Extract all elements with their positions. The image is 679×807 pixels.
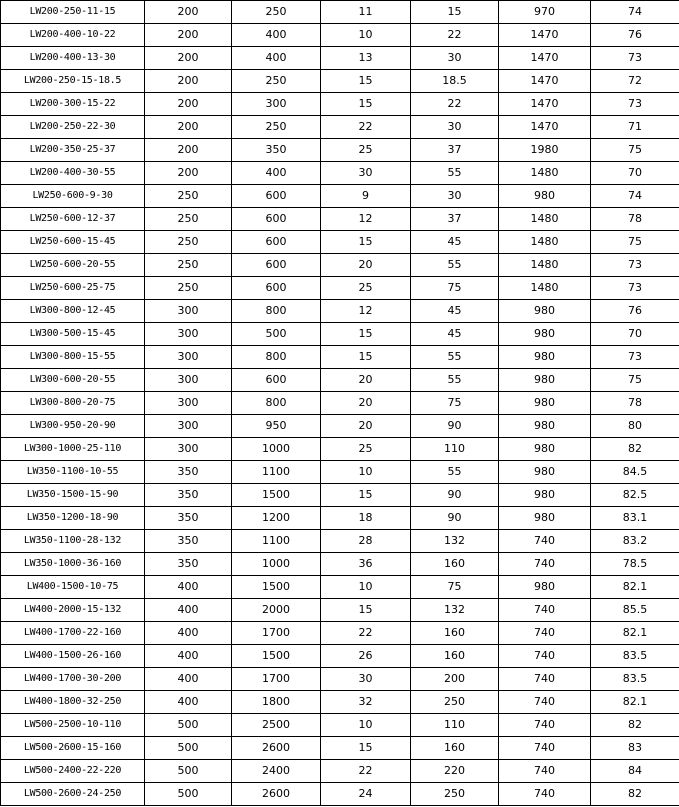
- table-row: [1, 116, 679, 139]
- table-row: [1, 415, 679, 438]
- table-cell: 70: [591, 323, 679, 346]
- table-cell: 10: [321, 24, 411, 47]
- table-row: [1, 24, 679, 47]
- table-cell: 37: [411, 139, 499, 162]
- table-cell: 73: [591, 47, 679, 70]
- table-cell: 83.2: [591, 530, 679, 553]
- model-cell: LW300-800-12-45: [1, 300, 145, 323]
- table-cell: 110: [411, 714, 499, 737]
- table-cell: 2600: [232, 783, 321, 806]
- table-cell: 600: [232, 369, 321, 392]
- table-cell: 980: [499, 185, 591, 208]
- model-cell: LW200-300-15-22: [1, 93, 145, 116]
- table-cell: 30: [321, 668, 411, 691]
- table-cell: 980: [499, 461, 591, 484]
- table-cell: 740: [499, 645, 591, 668]
- table-cell: 15: [321, 484, 411, 507]
- table-cell: 30: [411, 116, 499, 139]
- table-cell: 75: [591, 231, 679, 254]
- table-cell: 400: [145, 691, 232, 714]
- table-cell: 75: [411, 576, 499, 599]
- model-cell: LW250-600-9-30: [1, 185, 145, 208]
- table-cell: 980: [499, 392, 591, 415]
- table-row: [1, 277, 679, 300]
- table-row: [1, 93, 679, 116]
- table-cell: 200: [145, 1, 232, 24]
- table-cell: 76: [591, 24, 679, 47]
- table-cell: 1700: [232, 622, 321, 645]
- table-cell: 22: [411, 93, 499, 116]
- table-row: [1, 507, 679, 530]
- table-cell: 1500: [232, 576, 321, 599]
- table-row: [1, 1, 679, 24]
- table-cell: 15: [321, 323, 411, 346]
- table-cell: 500: [145, 760, 232, 783]
- table-cell: 76: [591, 300, 679, 323]
- table-cell: 250: [411, 783, 499, 806]
- table-row: [1, 346, 679, 369]
- table-cell: 20: [321, 392, 411, 415]
- table-cell: 740: [499, 714, 591, 737]
- table-cell: 71: [591, 116, 679, 139]
- model-cell: LW300-600-20-55: [1, 369, 145, 392]
- model-cell: LW300-800-20-75: [1, 392, 145, 415]
- table-cell: 75: [411, 392, 499, 415]
- table-cell: 45: [411, 231, 499, 254]
- table-row: [1, 392, 679, 415]
- table-cell: 11: [321, 1, 411, 24]
- model-cell: LW300-500-15-45: [1, 323, 145, 346]
- table-cell: 1470: [499, 93, 591, 116]
- table-cell: 350: [145, 484, 232, 507]
- table-cell: 160: [411, 645, 499, 668]
- table-cell: 82.5: [591, 484, 679, 507]
- table-cell: 350: [145, 461, 232, 484]
- table-cell: 200: [145, 139, 232, 162]
- table-cell: 980: [499, 484, 591, 507]
- table-cell: 400: [145, 599, 232, 622]
- model-cell: LW350-1500-15-90: [1, 484, 145, 507]
- model-cell: LW200-400-30-55: [1, 162, 145, 185]
- table-row: [1, 139, 679, 162]
- table-cell: 500: [232, 323, 321, 346]
- table-row: [1, 530, 679, 553]
- table-cell: 1470: [499, 24, 591, 47]
- model-cell: LW200-350-25-37: [1, 139, 145, 162]
- table-cell: 82.1: [591, 576, 679, 599]
- table-cell: 2500: [232, 714, 321, 737]
- table-cell: 82.1: [591, 622, 679, 645]
- table-cell: 200: [145, 24, 232, 47]
- table-cell: 200: [145, 93, 232, 116]
- model-cell: LW250-600-20-55: [1, 254, 145, 277]
- table-row: [1, 576, 679, 599]
- table-cell: 36: [321, 553, 411, 576]
- table-cell: 300: [232, 93, 321, 116]
- model-cell: LW400-1800-32-250: [1, 691, 145, 714]
- table-cell: 400: [145, 576, 232, 599]
- table-cell: 30: [411, 185, 499, 208]
- table-cell: 55: [411, 254, 499, 277]
- model-cell: LW400-1700-30-200: [1, 668, 145, 691]
- table-cell: 200: [145, 70, 232, 93]
- model-cell: LW500-2600-24-250: [1, 783, 145, 806]
- table-cell: 25: [321, 139, 411, 162]
- model-cell: LW350-1000-36-160: [1, 553, 145, 576]
- table-cell: 22: [321, 760, 411, 783]
- table-cell: 200: [145, 47, 232, 70]
- table-cell: 500: [145, 783, 232, 806]
- table-cell: 15: [321, 346, 411, 369]
- table-cell: 28: [321, 530, 411, 553]
- model-cell: LW200-400-10-22: [1, 24, 145, 47]
- table-cell: 800: [232, 300, 321, 323]
- table-cell: 55: [411, 461, 499, 484]
- table-cell: 132: [411, 530, 499, 553]
- table-cell: 12: [321, 300, 411, 323]
- table-cell: 15: [321, 93, 411, 116]
- table-cell: 70: [591, 162, 679, 185]
- table-cell: 400: [145, 668, 232, 691]
- model-cell: LW500-2600-15-160: [1, 737, 145, 760]
- table-cell: 1200: [232, 507, 321, 530]
- table-cell: 15: [321, 737, 411, 760]
- table-cell: 78: [591, 392, 679, 415]
- table-cell: 250: [145, 254, 232, 277]
- model-cell: LW250-600-12-37: [1, 208, 145, 231]
- table-cell: 110: [411, 438, 499, 461]
- table-cell: 980: [499, 323, 591, 346]
- table-cell: 200: [145, 116, 232, 139]
- table-cell: 9: [321, 185, 411, 208]
- model-cell: LW350-1100-10-55: [1, 461, 145, 484]
- table-cell: 45: [411, 300, 499, 323]
- table-row: [1, 737, 679, 760]
- table-cell: 30: [321, 162, 411, 185]
- model-cell: LW300-1000-25-110: [1, 438, 145, 461]
- table-cell: 350: [145, 530, 232, 553]
- table-cell: 400: [232, 24, 321, 47]
- table-row: [1, 323, 679, 346]
- table-cell: 400: [145, 622, 232, 645]
- table-cell: 84: [591, 760, 679, 783]
- table-cell: 1480: [499, 277, 591, 300]
- table-cell: 600: [232, 231, 321, 254]
- table-cell: 73: [591, 93, 679, 116]
- table-cell: 132: [411, 599, 499, 622]
- table-cell: 740: [499, 691, 591, 714]
- model-cell: LW300-950-20-90: [1, 415, 145, 438]
- table-cell: 950: [232, 415, 321, 438]
- table-cell: 1480: [499, 254, 591, 277]
- table-cell: 300: [145, 323, 232, 346]
- table-cell: 300: [145, 415, 232, 438]
- model-cell: LW500-2500-10-110: [1, 714, 145, 737]
- model-cell: LW400-1500-26-160: [1, 645, 145, 668]
- table-cell: 82: [591, 714, 679, 737]
- model-cell: LW350-1200-18-90: [1, 507, 145, 530]
- table-cell: 970: [499, 1, 591, 24]
- table-cell: 20: [321, 415, 411, 438]
- table-row: [1, 599, 679, 622]
- table-cell: 1470: [499, 116, 591, 139]
- table-cell: 12: [321, 208, 411, 231]
- table-cell: 22: [321, 622, 411, 645]
- table-cell: 24: [321, 783, 411, 806]
- table-cell: 400: [232, 162, 321, 185]
- table-cell: 45: [411, 323, 499, 346]
- table-cell: 2000: [232, 599, 321, 622]
- table-cell: 300: [145, 369, 232, 392]
- pump-spec-table-body: [1, 1, 679, 806]
- table-row: [1, 185, 679, 208]
- table-cell: 740: [499, 599, 591, 622]
- table-cell: 25: [321, 438, 411, 461]
- model-cell: LW350-1100-28-132: [1, 530, 145, 553]
- table-cell: 250: [145, 208, 232, 231]
- table-row: [1, 70, 679, 93]
- table-cell: 200: [411, 668, 499, 691]
- table-cell: 800: [232, 346, 321, 369]
- table-row: [1, 208, 679, 231]
- table-cell: 26: [321, 645, 411, 668]
- table-cell: 220: [411, 760, 499, 783]
- table-cell: 1700: [232, 668, 321, 691]
- table-cell: 10: [321, 714, 411, 737]
- table-cell: 600: [232, 208, 321, 231]
- table-cell: 30: [411, 47, 499, 70]
- table-cell: 73: [591, 277, 679, 300]
- table-row: [1, 438, 679, 461]
- table-cell: 400: [232, 47, 321, 70]
- table-cell: 78: [591, 208, 679, 231]
- table-row: [1, 47, 679, 70]
- table-cell: 1980: [499, 139, 591, 162]
- table-cell: 980: [499, 415, 591, 438]
- table-cell: 55: [411, 369, 499, 392]
- table-cell: 1100: [232, 530, 321, 553]
- table-cell: 980: [499, 438, 591, 461]
- table-cell: 740: [499, 737, 591, 760]
- table-cell: 980: [499, 507, 591, 530]
- table-cell: 300: [145, 300, 232, 323]
- table-cell: 350: [145, 553, 232, 576]
- table-cell: 160: [411, 737, 499, 760]
- table-cell: 250: [232, 116, 321, 139]
- model-cell: LW400-1700-22-160: [1, 622, 145, 645]
- table-cell: 1800: [232, 691, 321, 714]
- table-cell: 1000: [232, 438, 321, 461]
- model-cell: LW250-600-15-45: [1, 231, 145, 254]
- table-cell: 500: [145, 737, 232, 760]
- table-cell: 73: [591, 254, 679, 277]
- table-cell: 15: [411, 1, 499, 24]
- table-cell: 90: [411, 484, 499, 507]
- table-cell: 10: [321, 461, 411, 484]
- table-cell: 1470: [499, 47, 591, 70]
- model-cell: LW250-600-25-75: [1, 277, 145, 300]
- table-cell: 25: [321, 277, 411, 300]
- model-cell: LW400-2000-15-132: [1, 599, 145, 622]
- table-cell: 1480: [499, 208, 591, 231]
- table-cell: 740: [499, 760, 591, 783]
- table-cell: 740: [499, 530, 591, 553]
- table-cell: 73: [591, 346, 679, 369]
- table-cell: 980: [499, 300, 591, 323]
- table-cell: 20: [321, 369, 411, 392]
- table-cell: 600: [232, 254, 321, 277]
- table-cell: 740: [499, 668, 591, 691]
- table-row: [1, 691, 679, 714]
- table-row: [1, 484, 679, 507]
- table-cell: 250: [145, 231, 232, 254]
- table-cell: 83.5: [591, 668, 679, 691]
- table-cell: 83: [591, 737, 679, 760]
- model-cell: LW200-250-11-15: [1, 1, 145, 24]
- table-cell: 15: [321, 231, 411, 254]
- table-cell: 83.1: [591, 507, 679, 530]
- table-cell: 160: [411, 553, 499, 576]
- table-cell: 980: [499, 346, 591, 369]
- model-cell: LW200-250-15-18.5: [1, 70, 145, 93]
- table-cell: 78.5: [591, 553, 679, 576]
- table-cell: 74: [591, 185, 679, 208]
- table-cell: 350: [145, 507, 232, 530]
- table-cell: 300: [145, 346, 232, 369]
- table-cell: 600: [232, 277, 321, 300]
- table-cell: 37: [411, 208, 499, 231]
- table-row: [1, 645, 679, 668]
- table-cell: 250: [232, 70, 321, 93]
- table-row: [1, 369, 679, 392]
- table-cell: 82: [591, 438, 679, 461]
- table-cell: 250: [411, 691, 499, 714]
- model-cell: LW300-800-15-55: [1, 346, 145, 369]
- table-row: [1, 783, 679, 806]
- table-cell: 20: [321, 254, 411, 277]
- table-cell: 22: [321, 116, 411, 139]
- table-row: [1, 300, 679, 323]
- table-cell: 2400: [232, 760, 321, 783]
- table-row: [1, 553, 679, 576]
- table-cell: 90: [411, 415, 499, 438]
- table-cell: 18: [321, 507, 411, 530]
- table-cell: 1470: [499, 70, 591, 93]
- table-cell: 15: [321, 70, 411, 93]
- table-row: [1, 162, 679, 185]
- table-cell: 1480: [499, 231, 591, 254]
- table-cell: 980: [499, 369, 591, 392]
- table-cell: 740: [499, 622, 591, 645]
- table-cell: 80: [591, 415, 679, 438]
- table-cell: 300: [145, 392, 232, 415]
- model-cell: LW400-1500-10-75: [1, 576, 145, 599]
- table-cell: 13: [321, 47, 411, 70]
- table-cell: 600: [232, 185, 321, 208]
- table-cell: 1480: [499, 162, 591, 185]
- table-cell: 75: [591, 369, 679, 392]
- table-cell: 18.5: [411, 70, 499, 93]
- table-cell: 22: [411, 24, 499, 47]
- table-cell: 75: [411, 277, 499, 300]
- table-cell: 72: [591, 70, 679, 93]
- table-cell: 10: [321, 576, 411, 599]
- table-cell: 1000: [232, 553, 321, 576]
- table-cell: 82: [591, 783, 679, 806]
- table-cell: 55: [411, 162, 499, 185]
- table-row: [1, 668, 679, 691]
- table-cell: 740: [499, 553, 591, 576]
- table-cell: 250: [145, 277, 232, 300]
- table-cell: 74: [591, 1, 679, 24]
- table-cell: 32: [321, 691, 411, 714]
- table-cell: 84.5: [591, 461, 679, 484]
- table-cell: 1100: [232, 461, 321, 484]
- model-cell: LW500-2400-22-220: [1, 760, 145, 783]
- table-cell: 55: [411, 346, 499, 369]
- model-cell: LW200-400-13-30: [1, 47, 145, 70]
- table-cell: 82.1: [591, 691, 679, 714]
- table-cell: 75: [591, 139, 679, 162]
- table-cell: 2600: [232, 737, 321, 760]
- table-cell: 300: [145, 438, 232, 461]
- table-row: [1, 461, 679, 484]
- table-row: [1, 714, 679, 737]
- table-cell: 250: [232, 1, 321, 24]
- model-cell: LW200-250-22-30: [1, 116, 145, 139]
- table-cell: 250: [145, 185, 232, 208]
- table-cell: 83.5: [591, 645, 679, 668]
- table-cell: 160: [411, 622, 499, 645]
- table-cell: 85.5: [591, 599, 679, 622]
- table-cell: 980: [499, 576, 591, 599]
- table-cell: 15: [321, 599, 411, 622]
- table-cell: 500: [145, 714, 232, 737]
- table-cell: 200: [145, 162, 232, 185]
- table-cell: 1500: [232, 484, 321, 507]
- table-cell: 740: [499, 783, 591, 806]
- table-row: [1, 622, 679, 645]
- table-cell: 90: [411, 507, 499, 530]
- table-row: [1, 254, 679, 277]
- table-cell: 1500: [232, 645, 321, 668]
- table-row: [1, 231, 679, 254]
- table-row: [1, 760, 679, 783]
- table-cell: 350: [232, 139, 321, 162]
- table-cell: 400: [145, 645, 232, 668]
- table-cell: 800: [232, 392, 321, 415]
